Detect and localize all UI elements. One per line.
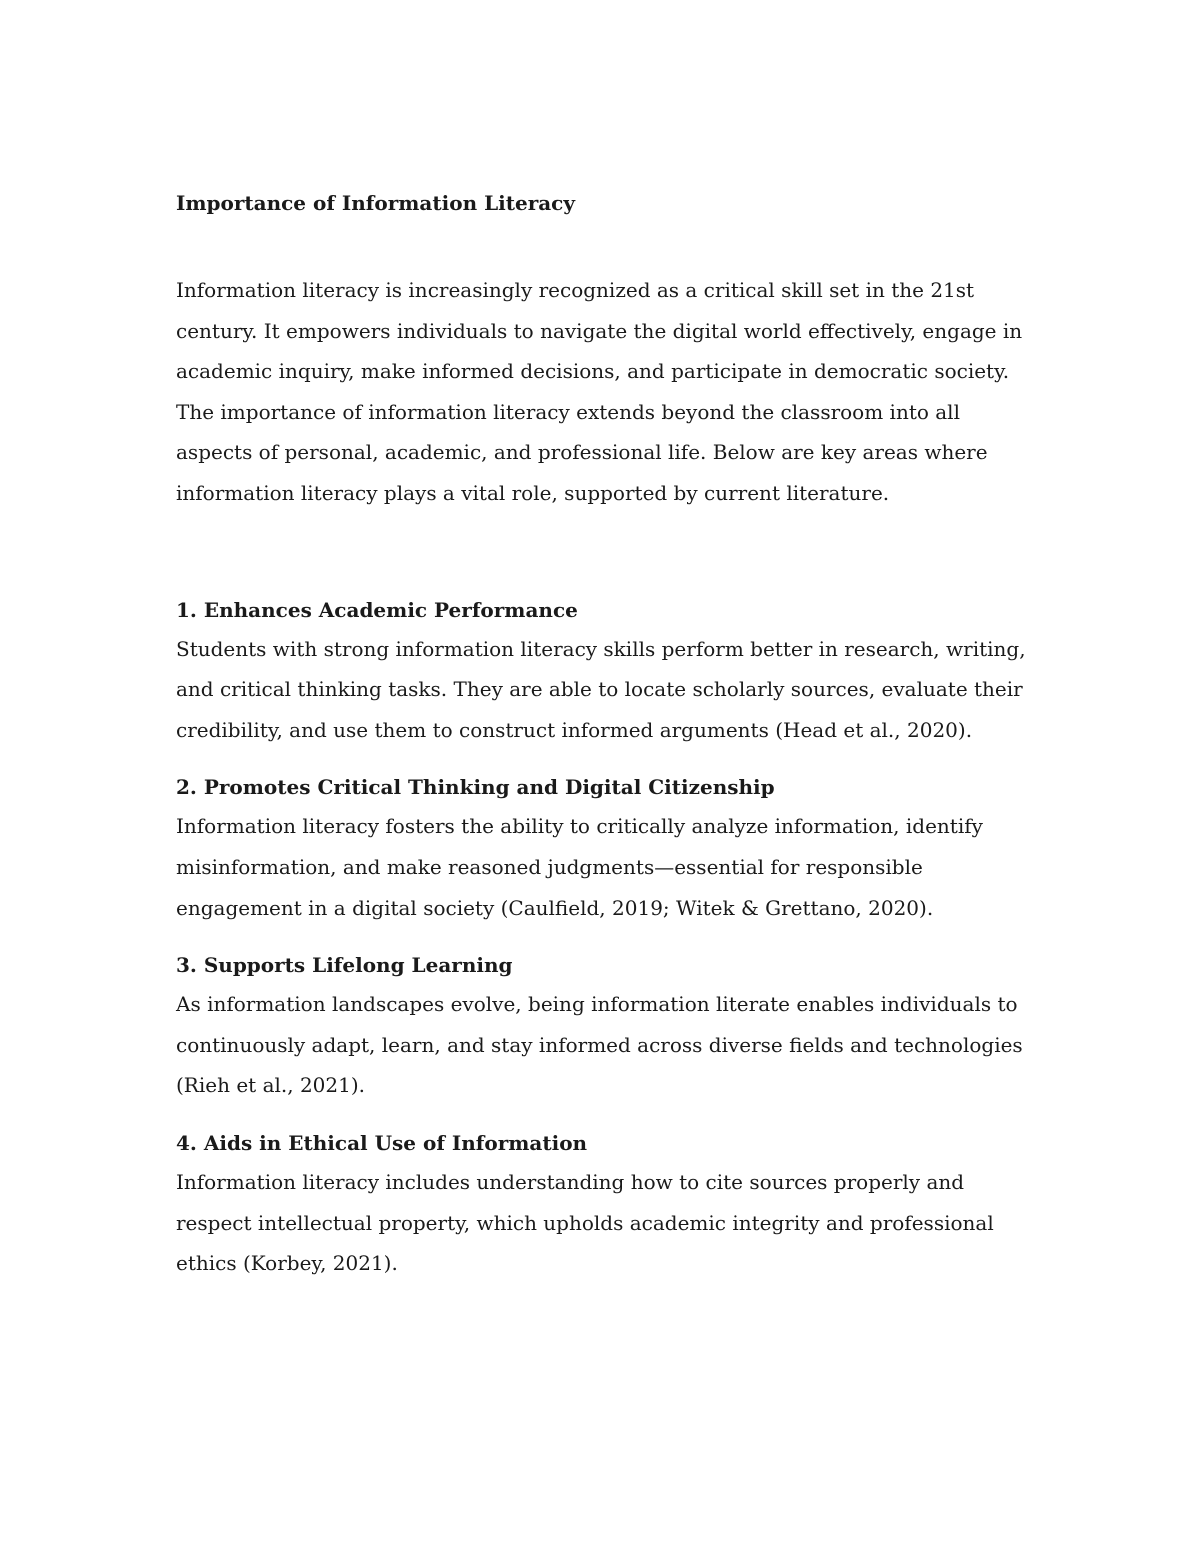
section-body: Students with strong information literacy skills perform better in research, writing, and critical thinking tasks. They are able to locate scholarly sources, evaluate their credibility, and use them to construct informed arguments (Head et al., 2020).	[176, 636, 1026, 742]
document-title: Importance of Information Literacy	[176, 191, 575, 215]
intro-paragraph: Information literacy is increasingly recognized as a critical skill set in the 21st century. It empowers individuals to navigate the digital world effectively, engage in academic inquiry, make informed decisions, and participate in democratic society. The importance of information literacy extends beyond the classroom into all aspects of personal, academic, and professional life. Below are key areas where information literacy plays a vital role, supported by current literature.	[176, 278, 1023, 505]
document-content	[176, 188, 1036, 1284]
section-lifelong-learning	[176, 947, 1036, 1106]
section-heading: 3. Supports Lifelong Learning	[176, 953, 513, 978]
section-ethical-use	[176, 1125, 1036, 1284]
section-body: Information literacy includes understanding how to cite sources properly and respect intellectual property, which upholds academic integrity and professional ethics (Korbey, 2021).	[176, 1169, 994, 1276]
section-academic-performance	[176, 592, 1036, 751]
section-heading: 4. Aids in Ethical Use of Information	[176, 1130, 588, 1155]
section-critical-thinking	[176, 769, 1036, 928]
section-heading: 2. Promotes Critical Thinking and Digital Citizenship	[176, 775, 775, 800]
section-body: Information literacy fosters the ability to critically analyze information, identify misinformation, and make reasoned judgments—essential for responsible engagement in a digital society (Caulfield, 2019; Witek & Grettano, 2020).	[176, 814, 983, 920]
section-body: As information landscapes evolve, being information literate enables individuals to continuously adapt, learn, and stay informed across diverse fields and technologies (Rieh et al., 2021).	[176, 992, 1023, 1098]
section-heading: 1. Enhances Academic Performance	[176, 597, 578, 622]
